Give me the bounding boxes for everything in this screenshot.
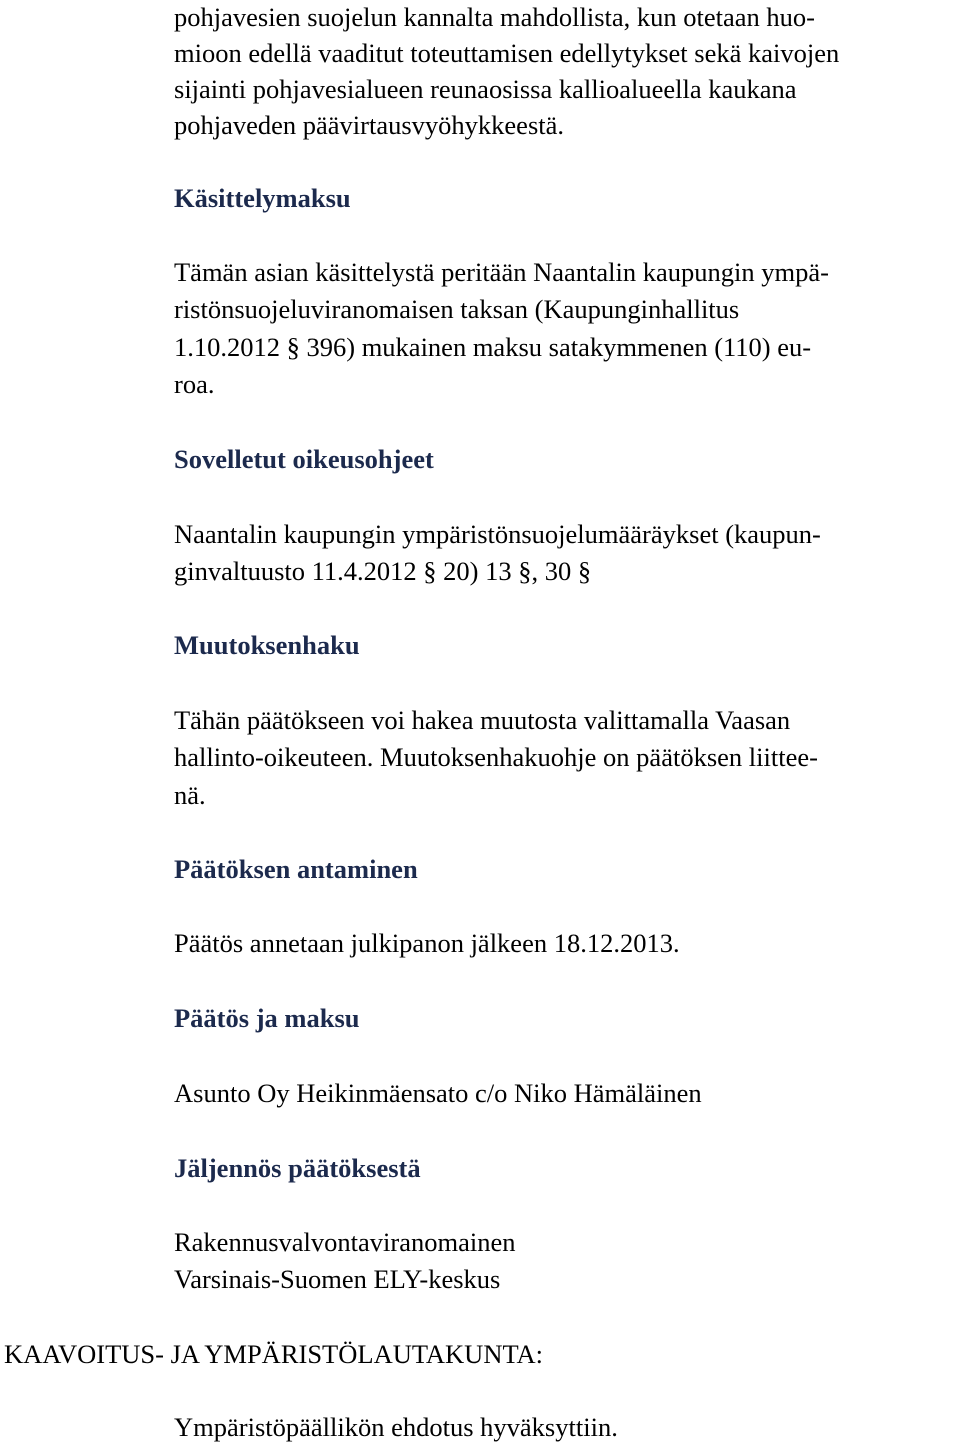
intro-line-2: mioon edellä vaaditut toteuttamisen edellytykset sekä kaivojen [174, 38, 840, 68]
committee-decision-line: Ympäristöpäällikön ehdotus hyväksyttiin. [174, 1412, 618, 1442]
intro-line-1: pohjavesien suojelun kannalta mahdollista, kun otetaan huo- [174, 2, 815, 32]
sovelletut-line-1: Naantalin kaupungin ympäristönsuojelumääräykset (kaupun- [174, 519, 821, 549]
kasittelymaksu-line-1: Tämän asian käsittelystä peritään Naantalin kaupungin ympä- [174, 257, 829, 287]
section-heading-jaljennos: Jäljennös päätöksestä [174, 1153, 421, 1183]
section-heading-maksu: Päätös ja maksu [174, 1003, 360, 1033]
section-heading-muutoksenhaku: Muutoksenhaku [174, 630, 360, 660]
antaminen-line-1: Päätös annetaan julkipanon jälkeen 18.12.2013. [174, 928, 680, 958]
section-heading-kasittelymaksu: Käsittelymaksu [174, 183, 351, 213]
intro-line-4: pohjaveden päävirtausvyöhykkeestä. [174, 110, 565, 140]
kasittelymaksu-line-4: roa. [174, 369, 215, 399]
muutoksenhaku-line-1: Tähän päätökseen voi hakea muutosta valittamalla Vaasan [174, 705, 791, 735]
section-heading-antaminen: Päätöksen antaminen [174, 854, 418, 884]
muutoksenhaku-line-3: nä. [174, 780, 206, 810]
kasittelymaksu-line-2: ristönsuojeluviranomaisen taksan (Kaupunginhallitus [174, 294, 740, 324]
intro-line-3: sijainti pohjavesialueen reunaosissa kallioalueella kaukana [174, 74, 797, 104]
muutoksenhaku-line-2: hallinto-oikeuteen. Muutoksenhakuohje on päätöksen liittee- [174, 742, 818, 772]
sovelletut-line-2: ginvaltuusto 11.4.2012 § 20) 13 §, 30 § [174, 556, 592, 586]
jaljennos-line-2: Varsinais-Suomen ELY-keskus [174, 1264, 501, 1294]
jaljennos-line-1: Rakennusvalvontaviranomainen [174, 1227, 516, 1257]
kasittelymaksu-line-3: 1.10.2012 § 396) mukainen maksu satakymmenen (110) eu- [174, 332, 812, 362]
maksu-line-1: Asunto Oy Heikinmäensato c/o Niko Hämäläinen [174, 1078, 702, 1108]
committee-heading: KAAVOITUS- JA YMPÄRISTÖLAUTAKUNTA: [4, 1339, 544, 1369]
section-heading-sovelletut: Sovelletut oikeusohjeet [174, 444, 434, 474]
